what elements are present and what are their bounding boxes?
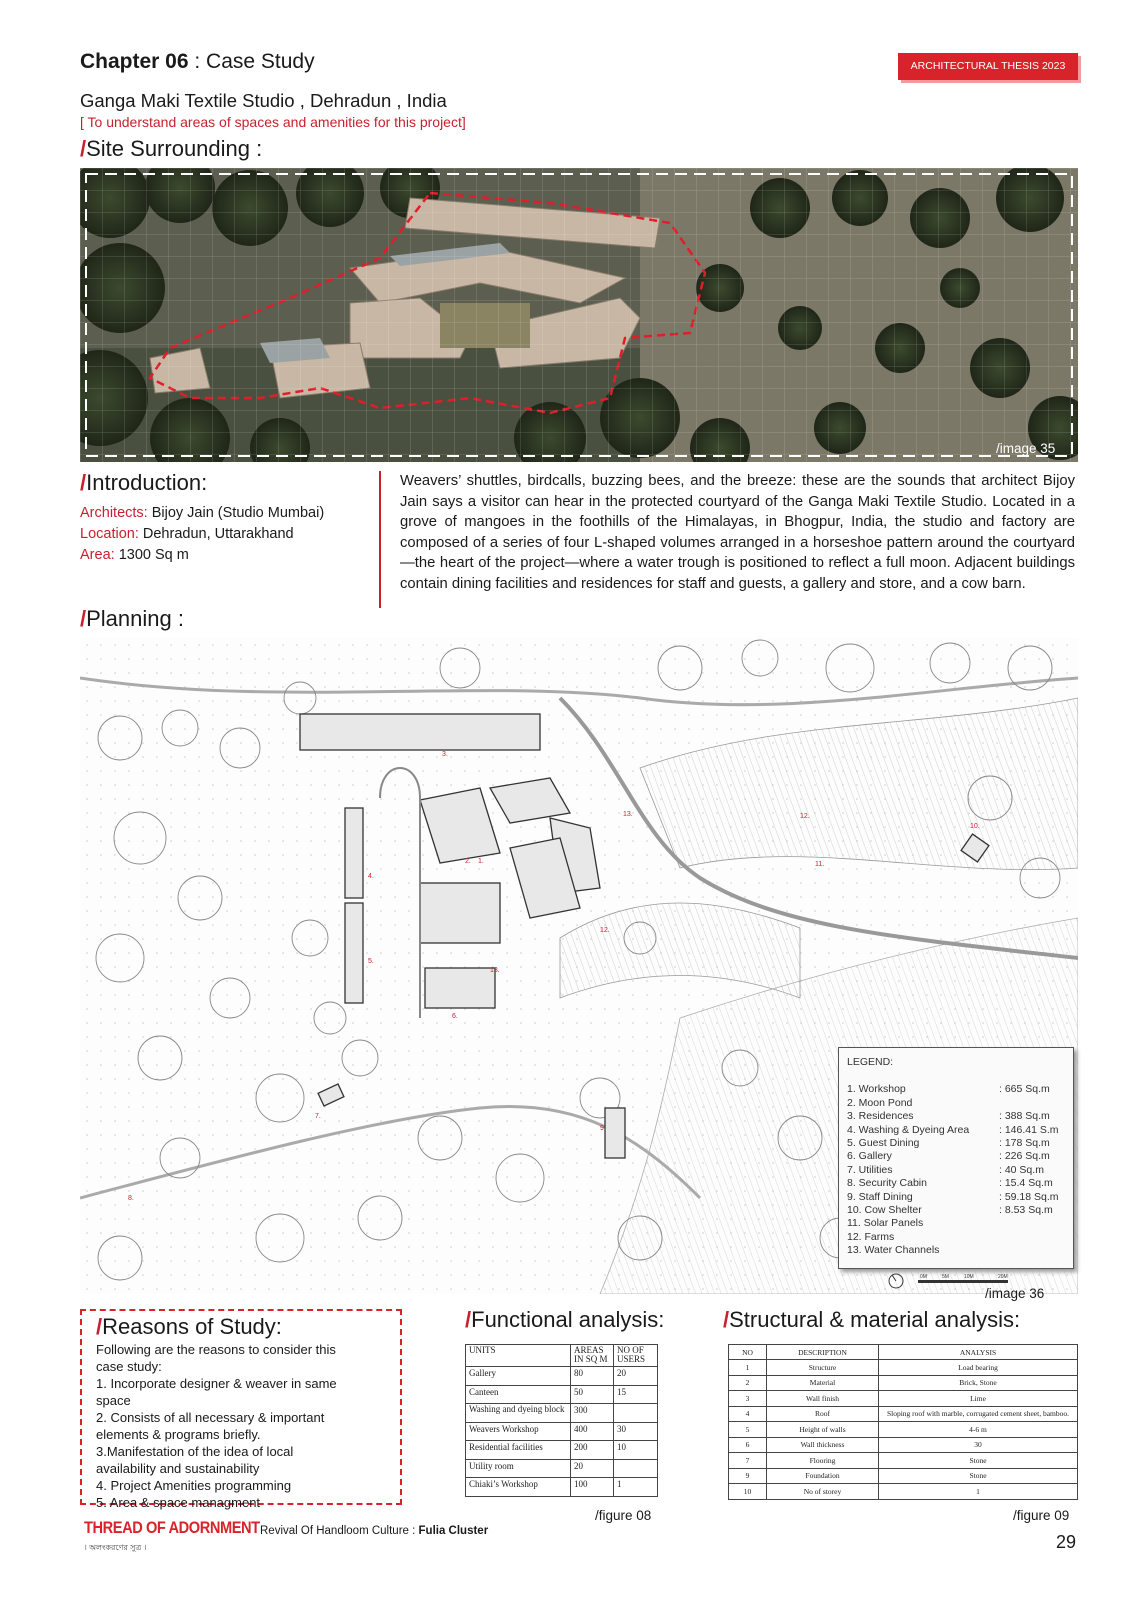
plan-label-11: 11. [815,861,825,868]
table-row: Utility room 20 [466,1459,658,1478]
scale-label-5: 5M [942,1274,949,1280]
chapter-title: Chapter 06 : Case Study [80,50,315,73]
legend-item: 8. Security Cabin : 15.4 Sq.m [847,1177,1053,1190]
purpose-note: [ To understand areas of spaces and amenities for this project] [80,114,466,130]
thesis-logo: THREAD OF ADORNMENT [84,1518,260,1537]
header-analysis: ANALYSIS [879,1345,1078,1360]
project-details [80,503,324,566]
plan-label-12b: 12. [600,927,610,934]
reasons-heading: /Reasons of Study: [96,1314,282,1339]
header-units: UNITS [466,1345,571,1367]
table-row: Chiaki’s Workshop 100 1 [466,1478,658,1497]
reason-line: 1. Incorporate designer & weaver in same [96,1376,337,1391]
reason-line: space [96,1393,131,1408]
table-row: 5 Height of walls 4-6 m [729,1422,1078,1438]
legend-item: 12. Farms [847,1230,895,1243]
area-line: Area: 1300 Sq m [80,547,189,563]
location-line: Location: Dehradun, Uttarakhand [80,526,294,542]
introduction-text: Weavers’ shuttles, birdcalls, buzzing bees, and the breeze: these are the sounds that architect Bijoy Jain says a visitor can hear in the protected courtyard of the Ganga Maki Textile Studio. Located in a grove of mangoes in the foothills of the Himalayas, in Bhogpur, India, the studio and factory are composed of a series of four L-shaped volumes arranged in a horseshoe pattern around the courtyard—the heart of the project—where a water trough is positioned to reflect a full moon. Adjacent buildings contain dining facilities and residences for staff and guests, a gallery and store, and a cow barn. [400,473,1075,592]
plan-label-10: 10. [970,823,980,830]
scale-bar-icon [918,1280,1008,1283]
legend-item: 1. Workshop : 665 Sq.m [847,1083,1050,1096]
scale-label-20: 20M [998,1274,1008,1280]
table-row: Gallery 80 20 [466,1367,658,1386]
introduction-heading: /Introduction: [80,470,208,495]
plan-label-3: 3. [442,751,448,758]
reason-line: availability and sustainability [96,1461,260,1476]
legend-item: 11. Solar Panels [847,1217,924,1230]
plan-label-12a: 12. [800,813,810,820]
legend-item: 13. Water Channels [847,1244,940,1257]
reason-line: Following are the reasons to consider this [96,1342,336,1357]
figure-08-label: /figure 08 [595,1508,652,1523]
footer-caption: Revival Of Handloom Culture : Fulia Cluster [260,1525,489,1537]
plan-label-7: 7. [315,1113,321,1120]
plan-legend [838,1047,1074,1269]
plan-label-2: 2. [465,858,471,865]
header-no: NO [729,1345,767,1360]
table-header-row [466,1345,658,1367]
plan-label-9: 9. [600,1125,606,1132]
scale-label-0: 0M [920,1274,927,1280]
site-heading: /Site Surrounding : [80,136,263,161]
table-row: 2 Material Brick, Stone [729,1375,1078,1391]
table-row: 9 Foundation Stone [729,1468,1078,1484]
reasons-list [96,1341,390,1511]
reason-line: case study: [96,1359,162,1374]
legend-title: LEGEND: [847,1056,894,1068]
legend-item: 10. Cow Shelter : 8.53 Sq.m [847,1204,1053,1217]
image-36-label: /image 36 [985,1286,1045,1301]
architects-line: Architects: Bijoy Jain (Studio Mumbai) [80,505,325,521]
legend-item: 6. Gallery : 226 Sq.m [847,1150,1050,1163]
table-row: 4 Roof Sloping roof with marble, corrugated cement sheet, bamboo. [729,1406,1078,1422]
legend-item: 2. Moon Pond [847,1096,913,1109]
plan-label-4: 4. [368,873,374,880]
plan-label-1: 1. [478,858,484,865]
site-aerial-photo [80,168,1078,462]
legend-item: 3. Residences : 388 Sq.m [847,1110,1050,1123]
plan-label-8: 8. [128,1195,134,1202]
table-row: 7 Flooring Stone [729,1453,1078,1469]
divider-line [379,471,381,608]
reasons-box [80,1309,402,1510]
header-users: NO OF USERS [614,1345,658,1367]
plan-label-6: 6. [452,1013,458,1020]
reason-line: 3.Manifestation of the idea of local [96,1444,294,1459]
reason-line: 4. Project Amenities programming [96,1478,292,1493]
planning-heading: /Planning : [80,606,184,631]
table-row: Washing and dyeing block 300 [466,1404,658,1423]
reason-line: 2. Consists of all necessary & important [96,1410,325,1425]
functional-table [465,1344,658,1497]
legend-item: 7. Utilities : 40 Sq.m [847,1163,1044,1176]
logo-subtitle: । অলংকরণের সুত্র । [84,1543,147,1552]
structural-table [728,1344,1078,1500]
legend-item: 9. Staff Dining : 59.18 Sq.m [847,1190,1059,1203]
table-row: 10 No of storey 1 [729,1484,1078,1500]
table-row: Residential facilities 200 10 [466,1441,658,1460]
table-row: 1 Structure Load bearing [729,1360,1078,1376]
plan-label-13a: 13. [623,811,633,818]
thesis-badge: ARCHITECTURAL THESIS 2023 [898,53,1078,80]
table-row: Canteen 50 15 [466,1385,658,1404]
header-areas: AREAS IN SQ M [571,1345,614,1367]
table-row: 3 Wall finish Lime [729,1391,1078,1407]
page-number: 29 [1056,1532,1077,1552]
figure-09-label: /figure 09 [1013,1508,1070,1523]
header-description: DESCRIPTION [767,1345,879,1360]
reason-line: 5. Area & space managment [96,1495,261,1510]
table-row: 6 Wall thickness 30 [729,1437,1078,1453]
functional-heading: /Functional analysis: [465,1307,665,1332]
case-study-subtitle: Ganga Maki Textile Studio , Dehradun , India [80,90,447,111]
plan-label-5: 5. [368,958,374,965]
table-header-row [729,1345,1078,1360]
legend-item: 4. Washing & Dyeing Area : 146.41 S.m [847,1123,1059,1136]
structural-heading: /Structural & material analysis: [723,1307,1021,1332]
plan-label-13b: 13. [490,967,500,974]
scale-label-10: 10M [964,1274,974,1280]
table-row: Weavers Workshop 400 30 [466,1422,658,1441]
reason-line: elements & programs briefly. [96,1427,261,1442]
legend-item: 5. Guest Dining : 178 Sq.m [847,1137,1050,1150]
image-35-label: /image 35 [996,441,1056,456]
